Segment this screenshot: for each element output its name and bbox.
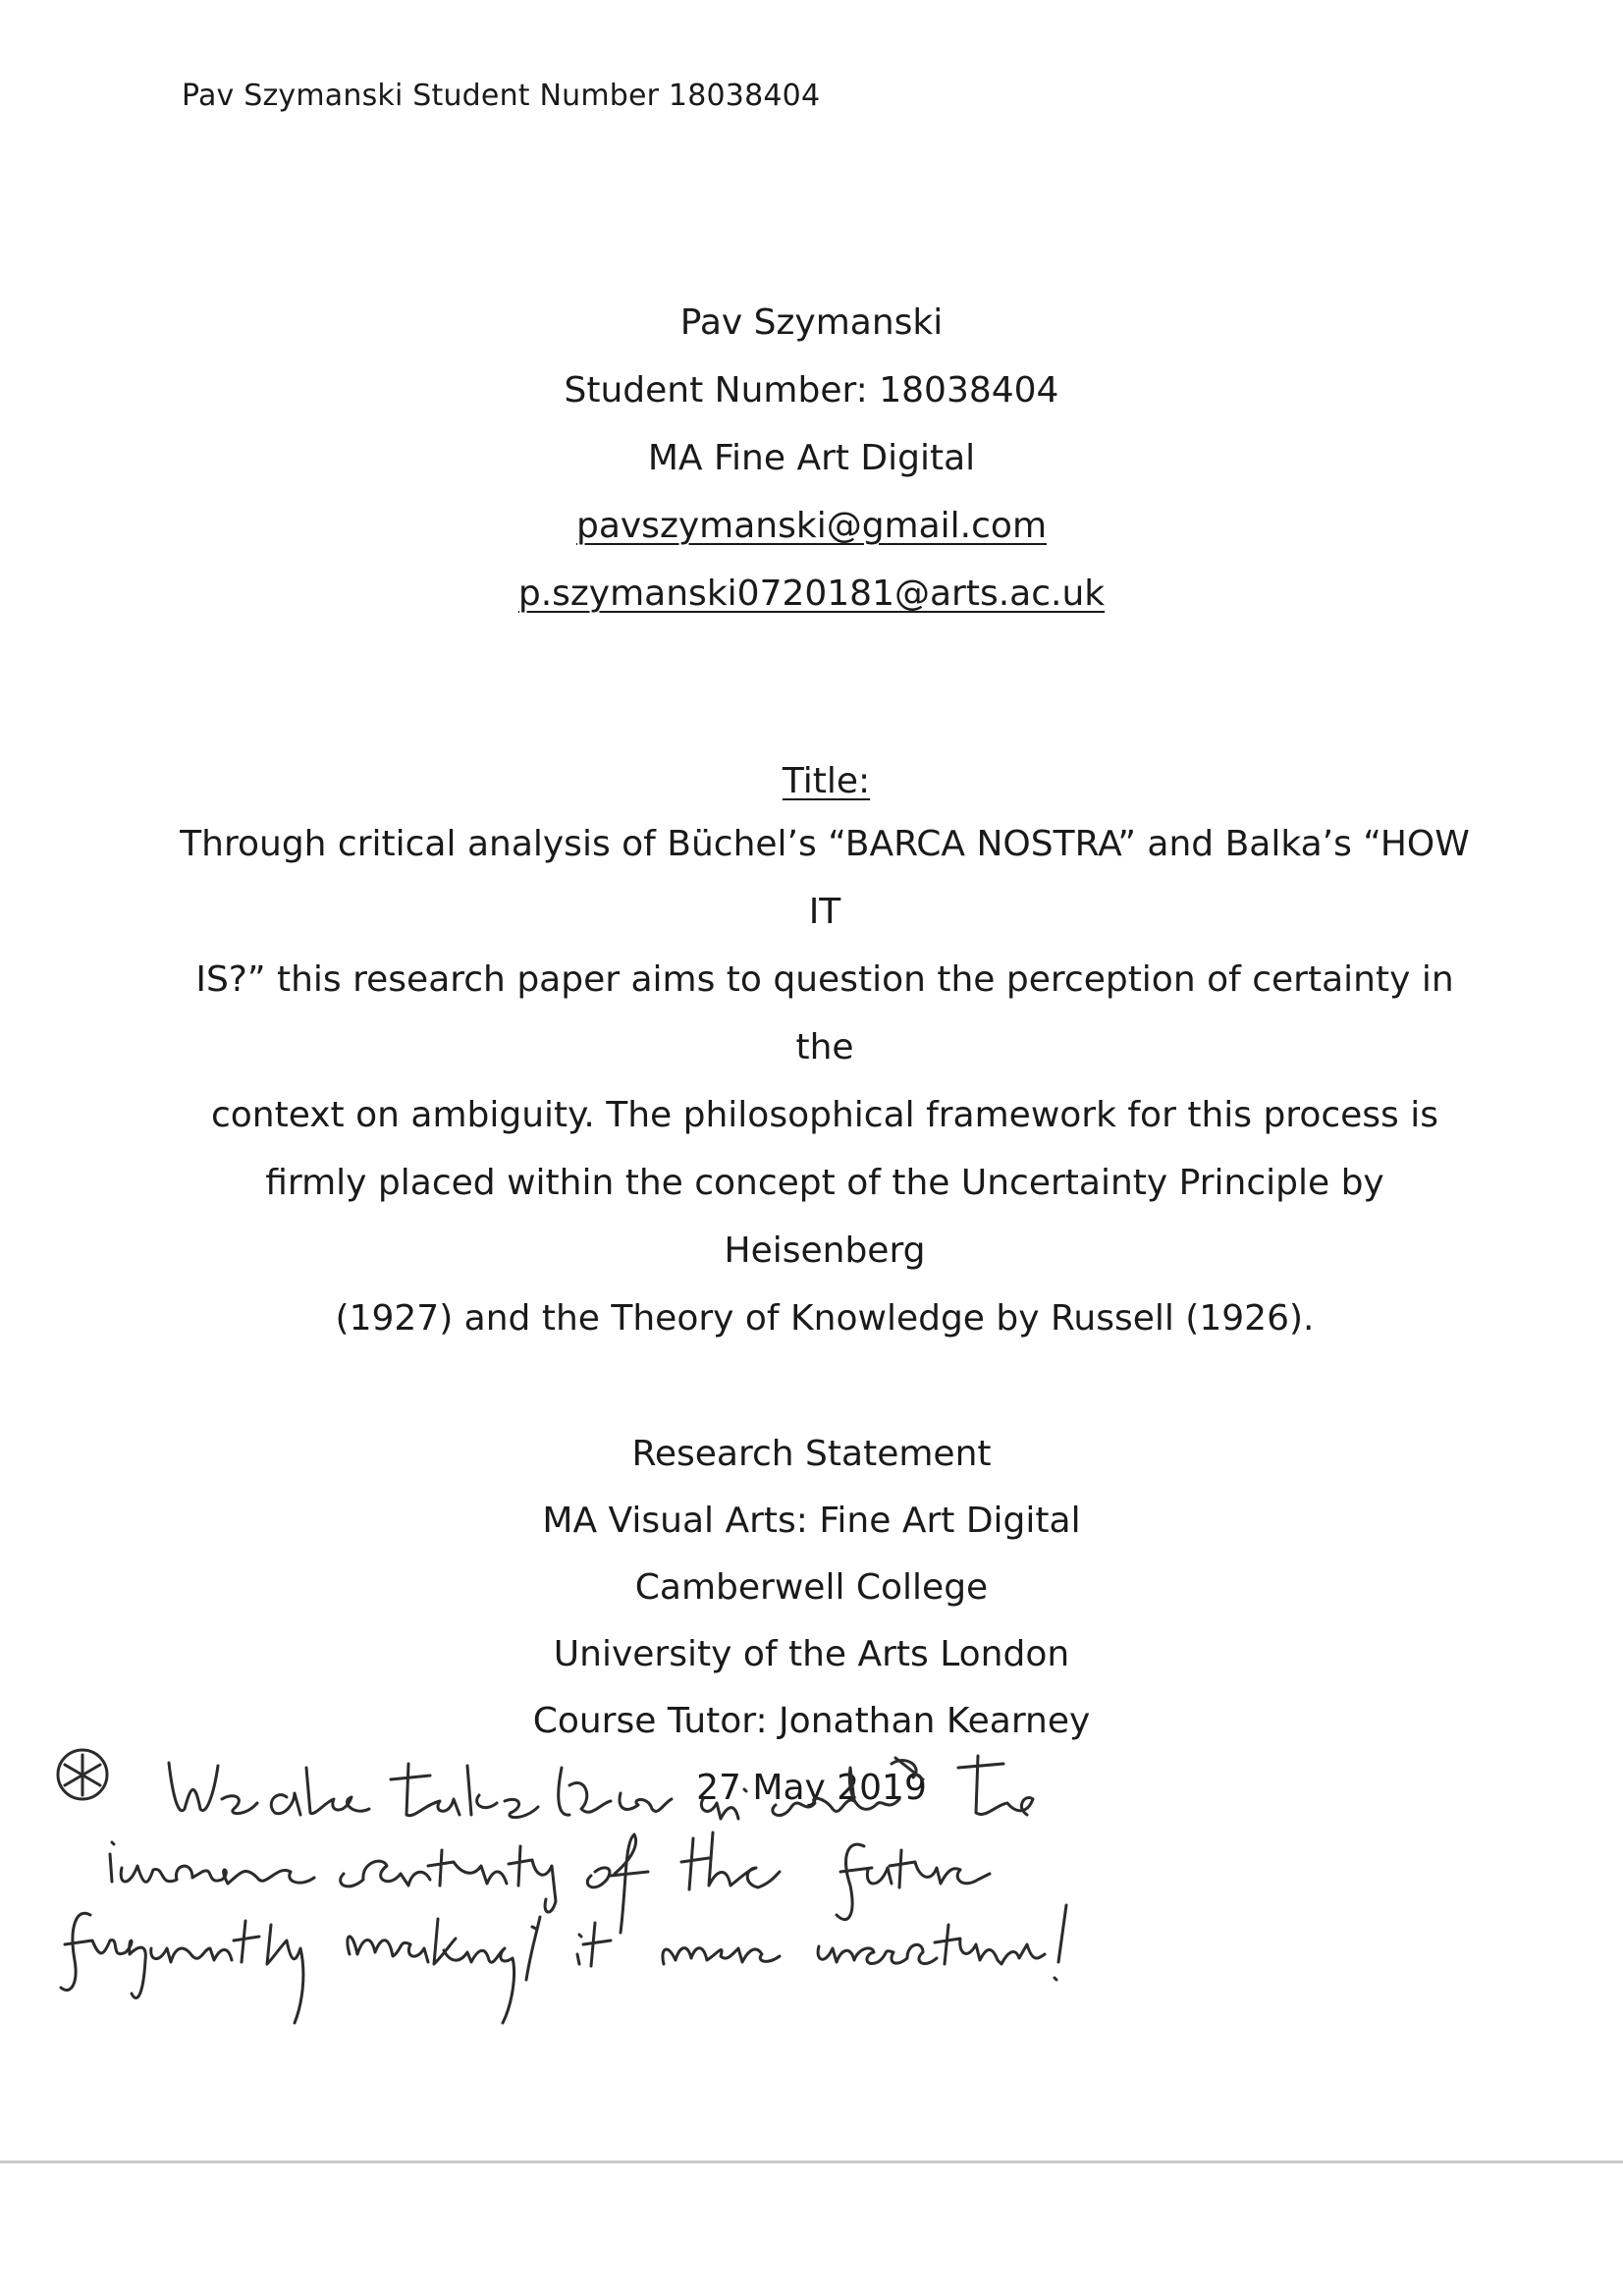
- scan-edge-divider: [0, 2160, 1623, 2163]
- statement-college: Camberwell College: [634, 1567, 989, 1608]
- course-name: MA Fine Art Digital: [647, 438, 976, 478]
- statement-tutor: Course Tutor: Jonathan Kearney: [532, 1701, 1091, 1741]
- title-line: Through critical analysis of Büchel’s “BARCA NOSTRA” and Balka’s “HOW IT: [180, 824, 1470, 932]
- title-block: [0, 754, 1623, 809]
- author-name: Pav Szymanski: [679, 302, 944, 343]
- title-heading: Title:: [782, 761, 871, 801]
- student-number: Student Number: 18038404: [564, 370, 1059, 410]
- page-header: Pav Szymanski Student Number 18038404: [182, 79, 821, 113]
- statement-block: [0, 1421, 1623, 1822]
- email-personal-link[interactable]: pavszymanski@gmail.com: [575, 506, 1048, 546]
- author-block: [0, 289, 1623, 628]
- title-line: context on ambiguity. The philosophical framework for this process is: [210, 1095, 1438, 1135]
- statement-date: 27 May 2019: [696, 1768, 927, 1808]
- statement-type: Research Statement: [631, 1434, 992, 1474]
- title-line: firmly placed within the concept of the Uncertainty Principle by Heisenberg: [265, 1163, 1384, 1271]
- statement-programme: MA Visual Arts: Fine Art Digital: [542, 1501, 1081, 1541]
- title-line: (1927) and the Theory of Knowledge by Russell (1926).: [335, 1298, 1315, 1339]
- email-university-link[interactable]: p.szymanski0720181@arts.ac.uk: [517, 574, 1106, 614]
- title-text: [167, 810, 1483, 1352]
- title-line: IS?” this research paper aims to question the perception of certainty in the: [195, 959, 1454, 1067]
- statement-university: University of the Arts London: [553, 1634, 1070, 1674]
